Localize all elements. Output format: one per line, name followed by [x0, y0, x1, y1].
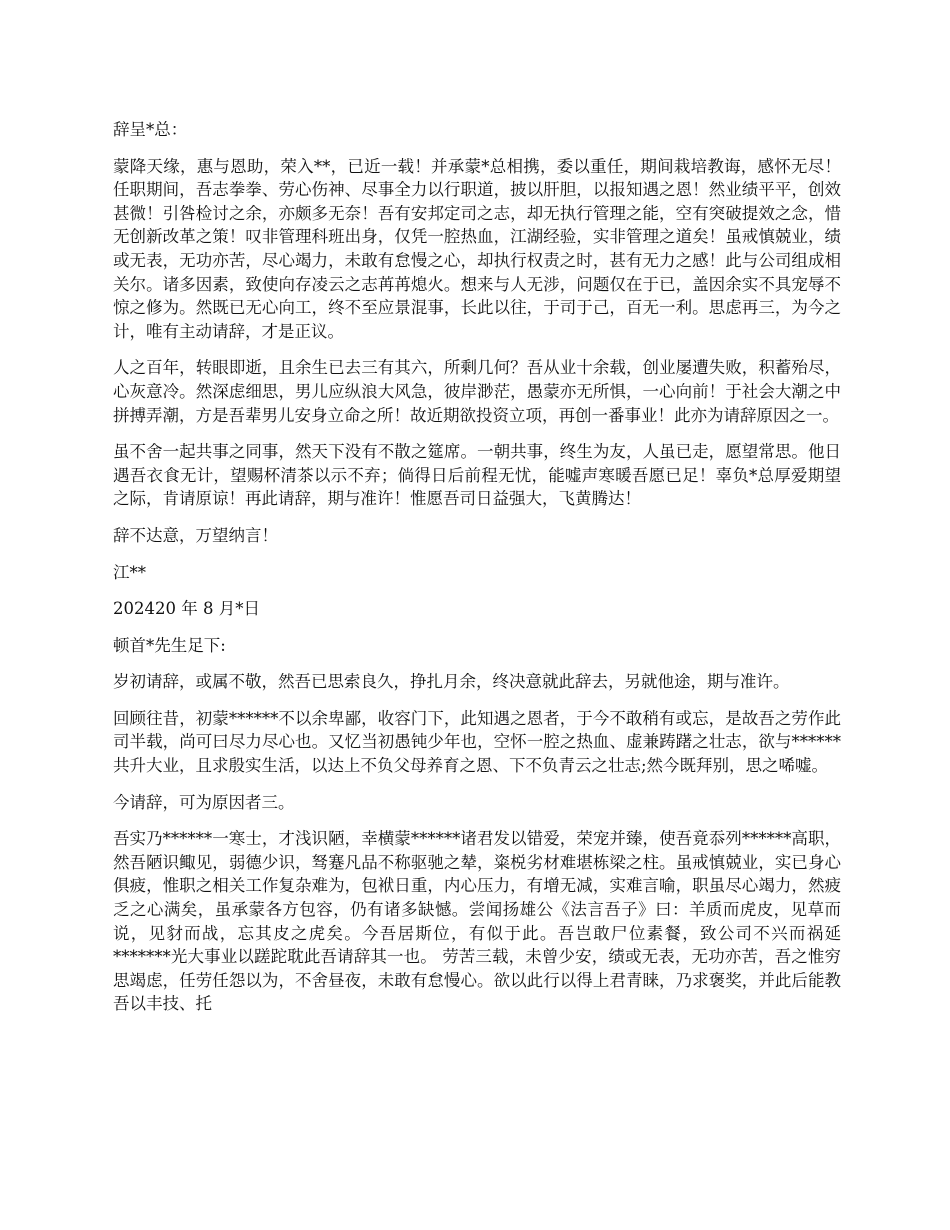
second-salutation: 顿首*先生足下:	[113, 635, 226, 655]
paragraph-gratitude: 蒙降天缘，惠与恩助，荣入**，已近一载！并承蒙*总相携，委以重任，期间栽培教诲，感怀无尽！任职期间，吾志拳拳、劳心伤神、尽事全力以行职道，披以肝胆，以报知遇之恩！然业绩平平，创效甚微！引咎检讨之余，亦颇多无奈！吾有安邦定司之志，却无执行管理之能，空有突破提效之念，惜无创新改革之策！叹非管理科班出身，仅凭一腔热血，江湖经验，实非管理之道矣！虽戒慎兢业，绩或无表，无功亦苦，尽心竭力，未敢有怠慢之心，却执行权责之时，甚有无力之感！此与公司组成相关尔。诸多因素，致使向存凌云之志苒苒熄火。想来与人无涉，问题仅在于已，盖因余实不具宠辱不惊之修为。然既已无心向工，终不至应景混事，长此以往，于司于己，百无一利。思虑再三，为今之计，唯有主动请辞，才是正议。	[113, 156, 841, 341]
paragraph-retrospect: 回顾往昔，初蒙******不以余卑鄙，收容门下，此知遇之恩者，于今不敢稍有或忘，是故吾之劳作此司半载，尚可曰尽力尽心也。又忆当初愚钝少年也，空怀一腔之热血、虚兼踌躇之壮志，欲与******共升大业，且求殷实生活，以达上不负父母养育之恩、下不负青云之壮志;然今既拜别，思之唏嘘。	[113, 708, 841, 776]
closing-remark: 辞不达意，万望纳言！	[113, 525, 278, 545]
letter-document	[113, 118, 841, 1029]
signature-name: 江**	[113, 562, 146, 582]
paragraph-reasons-intro: 今请辞，可为原因者三。	[113, 792, 295, 812]
paragraph-reason-one: 吾实乃******一寒士，才浅识陋，幸横蒙******诸君发以错爱，荣宠并臻，使吾竟忝列******高职，然吾陋识鲰见，弱德少识，驽蹇凡品不称驱驰之辇，粢棁劣材难堪栋梁之柱。虽戒慎兢业，实已身心俱疲，惟职之相关工作复杂难为，包袱日重，内心压力，有增无减，实难言喻，职虽尽心竭力，然疲乏之心满矣，虽承蒙各方包容，仍有诸多缺憾。尝闻扬雄公《法言吾子》曰：羊质而虎皮，见草而说，见豺而战，忘其皮之虎矣。今吾居斯位，有似于此。吾岂敢尸位素餐，致公司不兴而祸延*******光大事业以蹉跎耽此吾请辞其一也。 劳苦三载，未曾少安，绩或无表，无功亦苦，吾之惟穷思竭虑，任劳任怨以为，不舍昼夜，未敢有怠慢心。欲以此行以得上君青睐，乃求褒奖，并此后能教吾以丰技、托	[113, 829, 841, 1014]
salutation: 辞呈*总：	[113, 120, 188, 139]
paragraph-request: 岁初请辞，或属不敬，然吾已思索良久，挣扎月余，终决意就此辞去，另就他途，期与准许。	[113, 672, 790, 692]
paragraph-career: 人之百年，转眼即逝，且余生已去三有其六，所剩几何？吾从业十余载，创业屡遭失败，积蓄殆尽，心灰意冷。然深虑细思，男儿应纵浪大风急，彼岸渺茫，愚蒙亦无所惧，一心向前！于社会大潮之中拼搏弄潮，方是吾辈男儿安身立命之所！故近期欲投资立项，再创一番事业！此亦为请辞原因之一。	[113, 358, 841, 425]
paragraph-farewell: 虽不舍一起共事之同事，然天下没有不散之筵席。一朝共事，终生为友，人虽已走，愿望常思。他日遇吾衣食无计，望赐杯清茶以示不弃；倘得日后前程无忧，能嘘声寒暖吾愿已足！辜负*总厚爱期望之际，肯请原谅！再此请辞，期与准许！惟愿吾司日益强大，飞黄腾达！	[113, 442, 841, 509]
date-line: 202420 年 8 月*日	[113, 599, 260, 619]
